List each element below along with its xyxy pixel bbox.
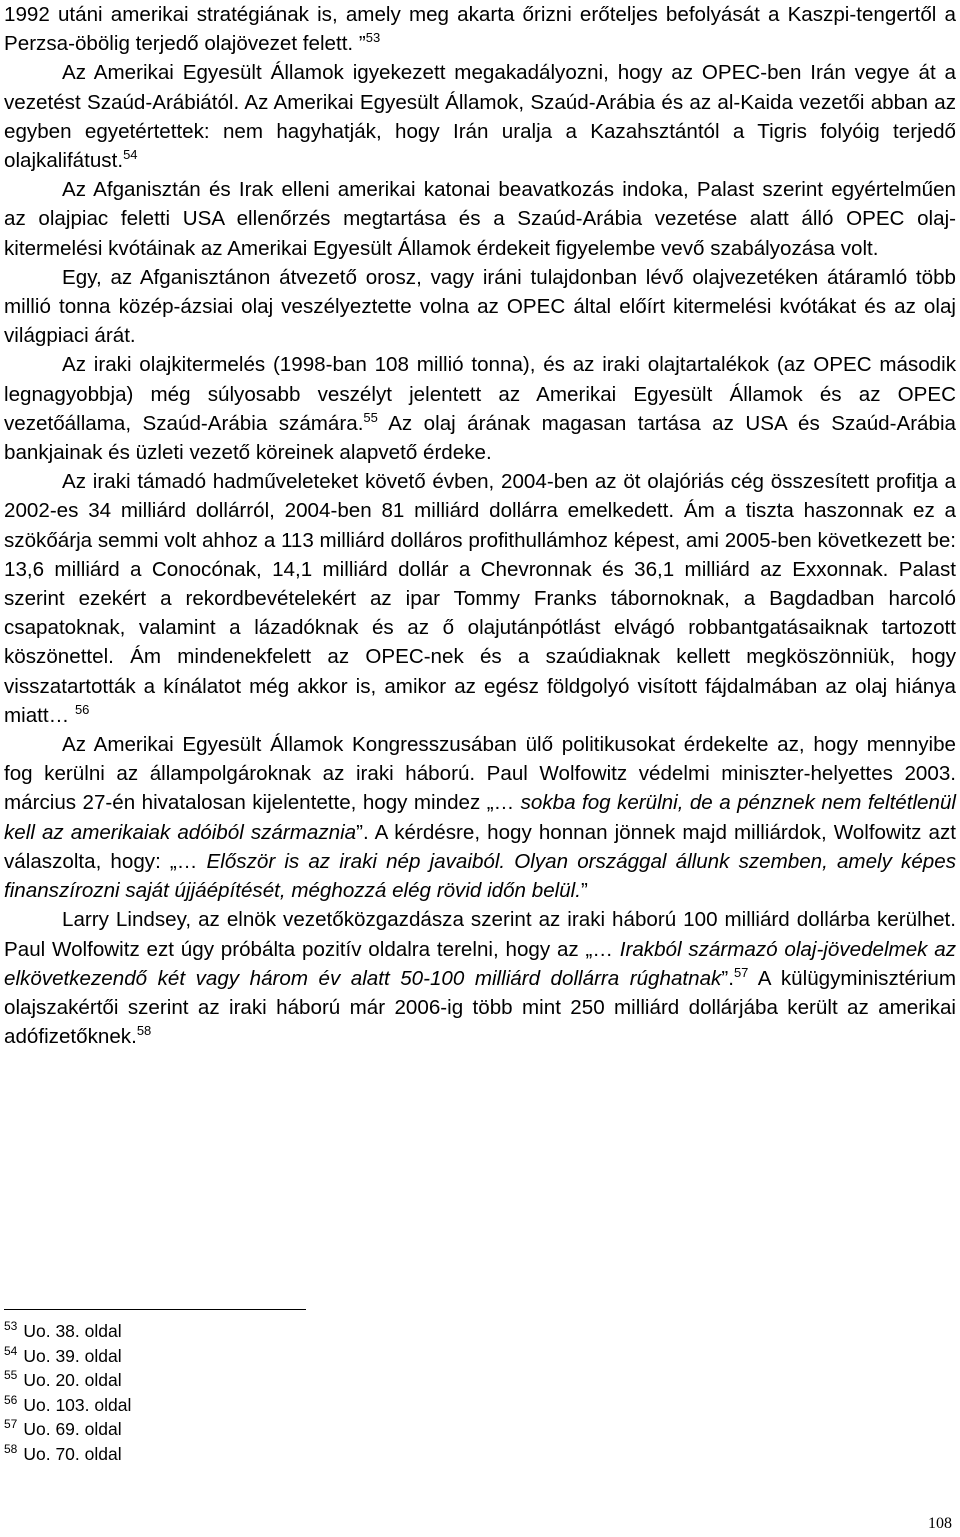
quote-text: Először is az iraki nép javaiból. Olyan országgal állunk szemben, amely képes finanszírozni saját újjáépítését, méghozzá elég rövid időn belül. bbox=[4, 849, 956, 903]
footnote-text: Uo. 38. oldal bbox=[23, 1321, 122, 1341]
footnote-text: Uo. 39. oldal bbox=[23, 1345, 122, 1366]
footnote bbox=[4, 1442, 404, 1467]
footnote-ref: 53 bbox=[365, 30, 381, 46]
footnote-ref: 54 bbox=[123, 147, 138, 163]
paragraph-text: Az iraki támadó hadműveleteket követő évben, 2004-ben az öt olajóriás cég összesített profitja a 2002-es 34 milliárd dollárról, 2004-ben 81 milliárd dollárra emelkedett. Ám a tiszta haszonnak ez a szökőárja semmi volt ahhoz a 113 milliárd dolláros profithullámhoz képest, ami 2005-ben következett be: 13,6 milliárd a Conocónak, 14,1 milliárd dollár a Chevronnak és 36,1 milliárd az Exxonnak. Palast szerint ezekért a rekordbevételekért az ipar Tommy Franks tábornoknak, a Bagdadban harcoló csapatoknak, valamint a lázadóknak és az ő olajutánpótlást elvágó robbantgatásaiknak tartozott köszönettel. Ám mindenekfelett az OPEC-nek és a szaúdiaknak kellett megköszönniük, hogy visszatartották a kínálatot még akkor is, amikor az egész földgolyó visított fájdalmában az olaj hiánya miatt… bbox=[4, 470, 956, 727]
paragraph-text: A külügyminisztérium olajszakértői szerint az iraki háború már 2006-ig több mint 250 milliárd dollárjába került az amerikai adófizetőknek. bbox=[4, 966, 956, 1049]
paragraph-text: ” bbox=[580, 879, 588, 903]
paragraph bbox=[4, 0, 956, 58]
paragraph bbox=[4, 467, 956, 730]
footnotes bbox=[4, 1319, 404, 1467]
paragraph-text: Az Amerikai Egyesült Államok Kongresszusában ülő politikusokat érdekelte az, hogy mennyibe fog kerülni az állampolgároknak az iraki háború. Paul Wolfowitz védelmi miniszter-helyettes 2003. március 27-én hivatalosan kijelentette, hogy mindez „… bbox=[4, 733, 956, 815]
paragraph bbox=[4, 730, 956, 905]
footnote-text: Uo. 70. oldal bbox=[23, 1443, 122, 1464]
paragraph-text: 1992 utáni amerikai stratégiának is, amely meg akarta őrizni erőteljes befolyását a Kaszpi-tengertől a Perzsa-öbölig terjedő olajövezet felett. ” bbox=[4, 3, 956, 56]
paragraph bbox=[4, 263, 956, 351]
footnote-number: 53 bbox=[4, 1319, 18, 1333]
quote-text: Irakból származó olaj-jövedelmek az elkövetkezendő két vagy három év alatt 50-100 milliárd dollárra rúghatnak bbox=[4, 937, 957, 990]
paragraph-text: Larry Lindsey, az elnök vezetőközgazdásza szerint az iraki háború 100 milliárd dollárba kerülhet. Paul Wolfowitz ezt úgy próbálta pozitív oldalra terelni, hogy az „… bbox=[4, 908, 956, 961]
footnote bbox=[4, 1393, 404, 1418]
footnote-ref: 57 bbox=[733, 964, 749, 980]
paragraph-text: Az olaj árának magasan tartása az USA és Szaúd-Arábia bankjainak és üzleti vezető köreinek alapvető érdeke. bbox=[4, 411, 956, 465]
footnote-number: 54 bbox=[4, 1343, 18, 1358]
footnote bbox=[4, 1417, 404, 1442]
footnote-ref: 58 bbox=[136, 1023, 152, 1039]
paragraph bbox=[4, 905, 956, 1051]
footnote-text: Uo. 103. oldal bbox=[23, 1394, 132, 1415]
page-number: 108 bbox=[928, 1515, 952, 1532]
footnote-text: Uo. 69. oldal bbox=[23, 1419, 122, 1440]
paragraph-text: ”. bbox=[721, 966, 734, 990]
footnote-number: 55 bbox=[4, 1368, 18, 1383]
footnote bbox=[4, 1368, 404, 1393]
paragraph-text: ”. A kérdésre, hogy honnan jönnek majd milliárdok, Wolfowitz azt válaszolta, hogy: „… bbox=[4, 820, 956, 873]
paragraph bbox=[4, 175, 956, 263]
paragraph-text: Az Amerikai Egyesült Államok igyekezett megakadályozni, hogy az OPEC-ben Irán vegye át a vezetést Szaúd-Arábiától. Az Amerikai Egyesült Államok, Szaúd-Arábia és az al-Kaida vezetői abban az egyben egyetértettek: nem hagyhatják, hogy Irán uralja a Kazahsztántól a Tigris folyóig terjedő olajkalifátust. bbox=[4, 61, 956, 173]
quote-text: sokba fog kerülni, de a pénznek nem feltétlenül kell az amerikaiak adóiból származnia bbox=[4, 791, 956, 844]
paragraph bbox=[4, 350, 956, 467]
footnote-ref: 55 bbox=[363, 409, 378, 425]
footnote bbox=[4, 1319, 404, 1344]
paragraph-text: Az iraki olajkitermelés (1998-ban 108 millió tonna), és az iraki olajtartalékok (az OPEC második legnagyobbja) még súlyosabb veszélyt jelentett az Amerikai Egyesült Államok és az OPEC vezetőállama, Szaúd-Arábia számára. bbox=[4, 353, 956, 435]
paragraph-text: Egy, az Afganisztánon átvezető orosz, vagy iráni tulajdonban lévő olajvezetéken átáramló több millió tonna közép-ázsiai olaj veszélyeztette volna az OPEC által előírt kitermelési kvótákat és az olaj világpiaci árát. bbox=[4, 265, 956, 348]
footnote-number: 56 bbox=[4, 1392, 18, 1407]
paragraph-text: Az Afganisztán és Irak elleni amerikai katonai beavatkozás indoka, Palast szerint egyértelműen az olajpiac feletti USA ellenőrzés megtartása és a Szaúd-Arábia vezetése alatt álló OPEC olaj-kitermelési kvótáinak az Amerikai Egyesült Államok érdekeit figyelembe vevő szabályozása volt. bbox=[4, 178, 956, 260]
body-text bbox=[4, 0, 956, 1051]
footnote-text: Uo. 20. oldal bbox=[23, 1370, 122, 1391]
footnote bbox=[4, 1344, 404, 1369]
footnote-ref: 56 bbox=[74, 701, 90, 717]
footnote-number: 57 bbox=[4, 1417, 18, 1432]
paragraph bbox=[4, 58, 956, 175]
footnote-number: 58 bbox=[4, 1441, 18, 1456]
footnote-separator bbox=[4, 1309, 306, 1310]
